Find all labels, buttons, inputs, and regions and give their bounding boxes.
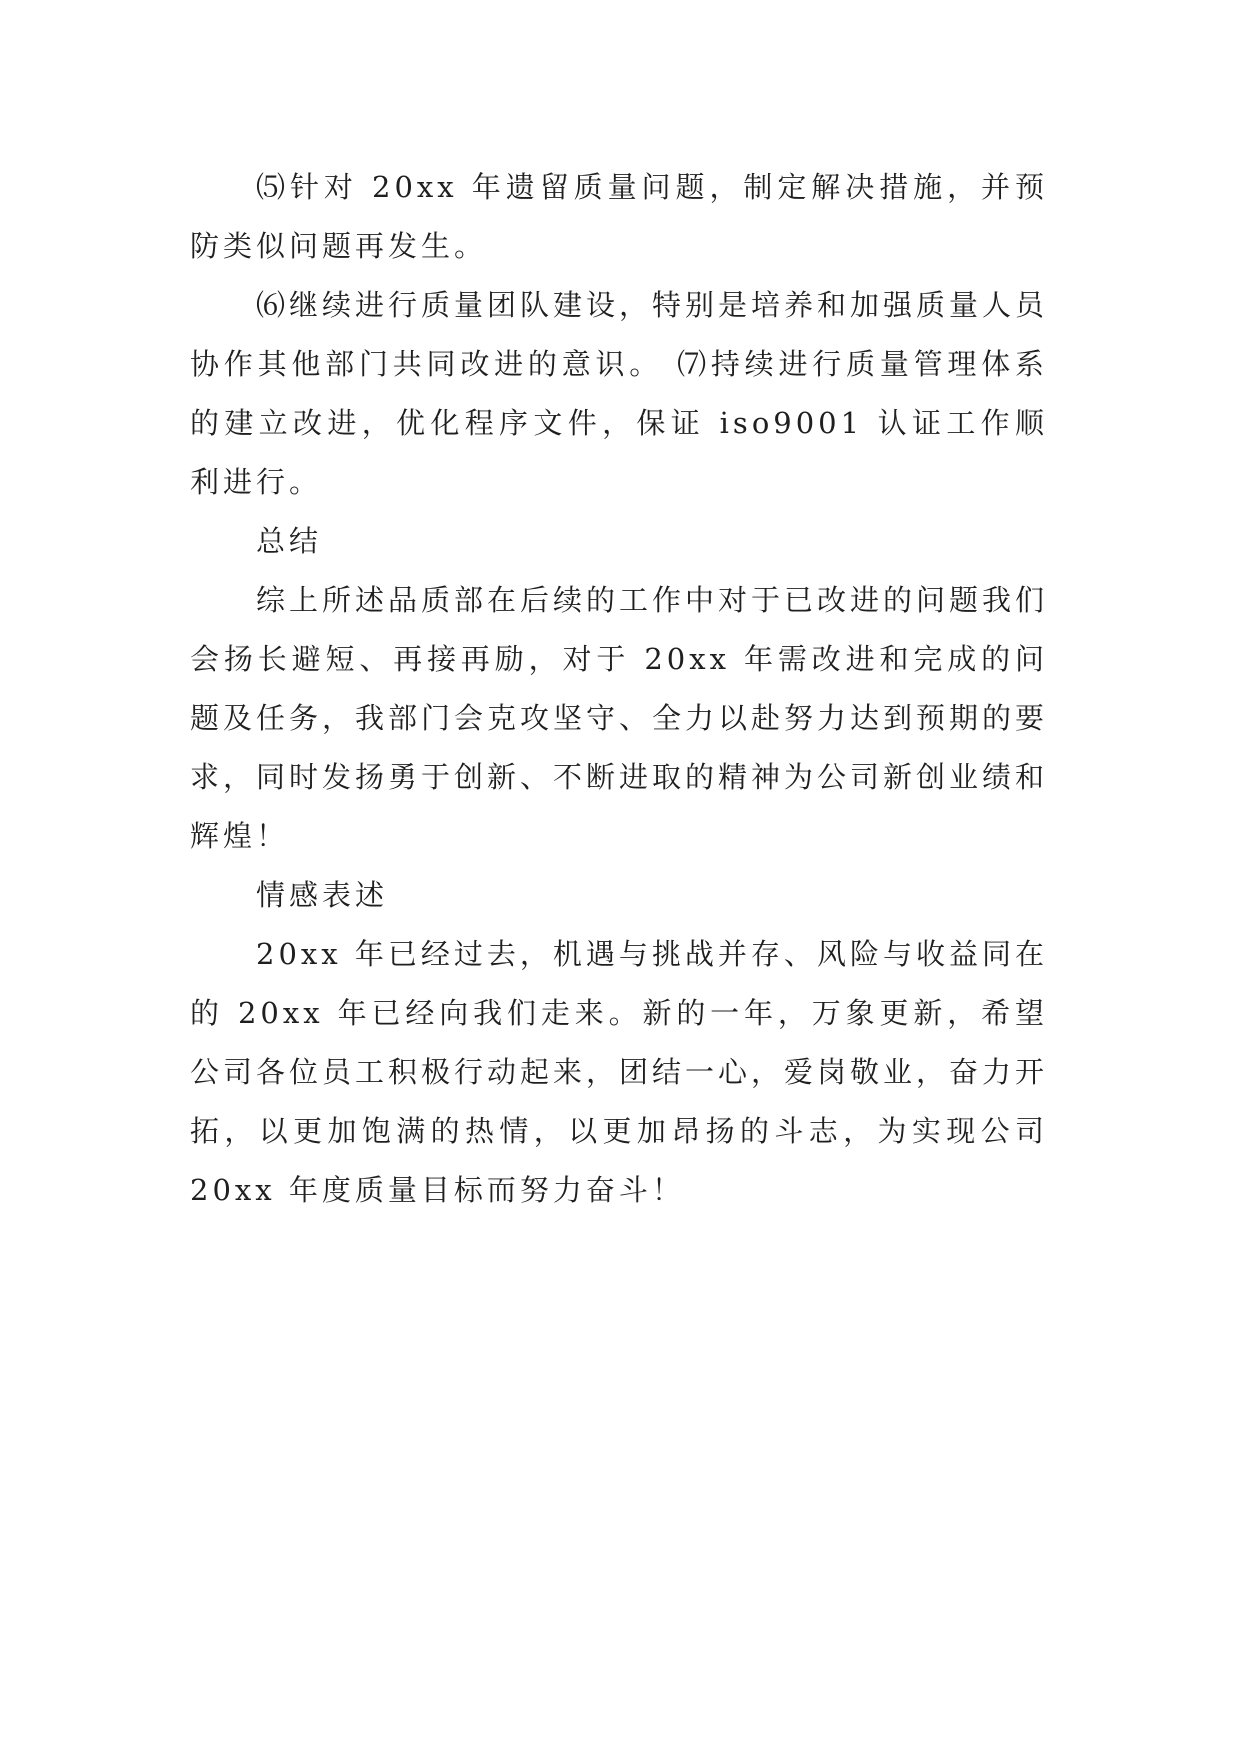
paragraph-summary: 综上所述品质部在后续的工作中对于已改进的问题我们会扬长避短、再接再励，对于 20xx 年需改进和完成的问题及任务，我部门会克攻坚守、全力以赴努力达到预期的要求，同时发扬勇于创新、不断进取的精神为公司新创业绩和辉煌！ — [190, 583, 1049, 853]
paragraph-emotional-statement: 20xx 年已经过去，机遇与挑战并存、风险与收益同在的 20xx 年已经向我们走来。新的一年，万象更新，希望公司各位员工积极行动起来，团结一心，爱岗敬业，奋力开拓，以更加饱满的热情，以更加昂扬的斗志，为实现公司 20xx 年度质量目标而努力奋斗！ — [190, 937, 1049, 1207]
section-heading-summary: 总结 — [256, 524, 323, 558]
paragraph-items-6-7: ⑹继续进行质量团队建设，特别是培养和加强质量人员协作其他部门共同改进的意识。 ⑺持续进行质量管理体系的建立改进，优化程序文件，保证 iso9001 认证工作顺利进行。 — [190, 288, 1049, 499]
section-heading-emotional-statement: 情感表述 — [256, 878, 389, 912]
paragraph-item-5: ⑸针对 20xx 年遗留质量问题，制定解决措施，并预防类似问题再发生。 — [190, 170, 1048, 263]
document-body — [190, 158, 1048, 1220]
